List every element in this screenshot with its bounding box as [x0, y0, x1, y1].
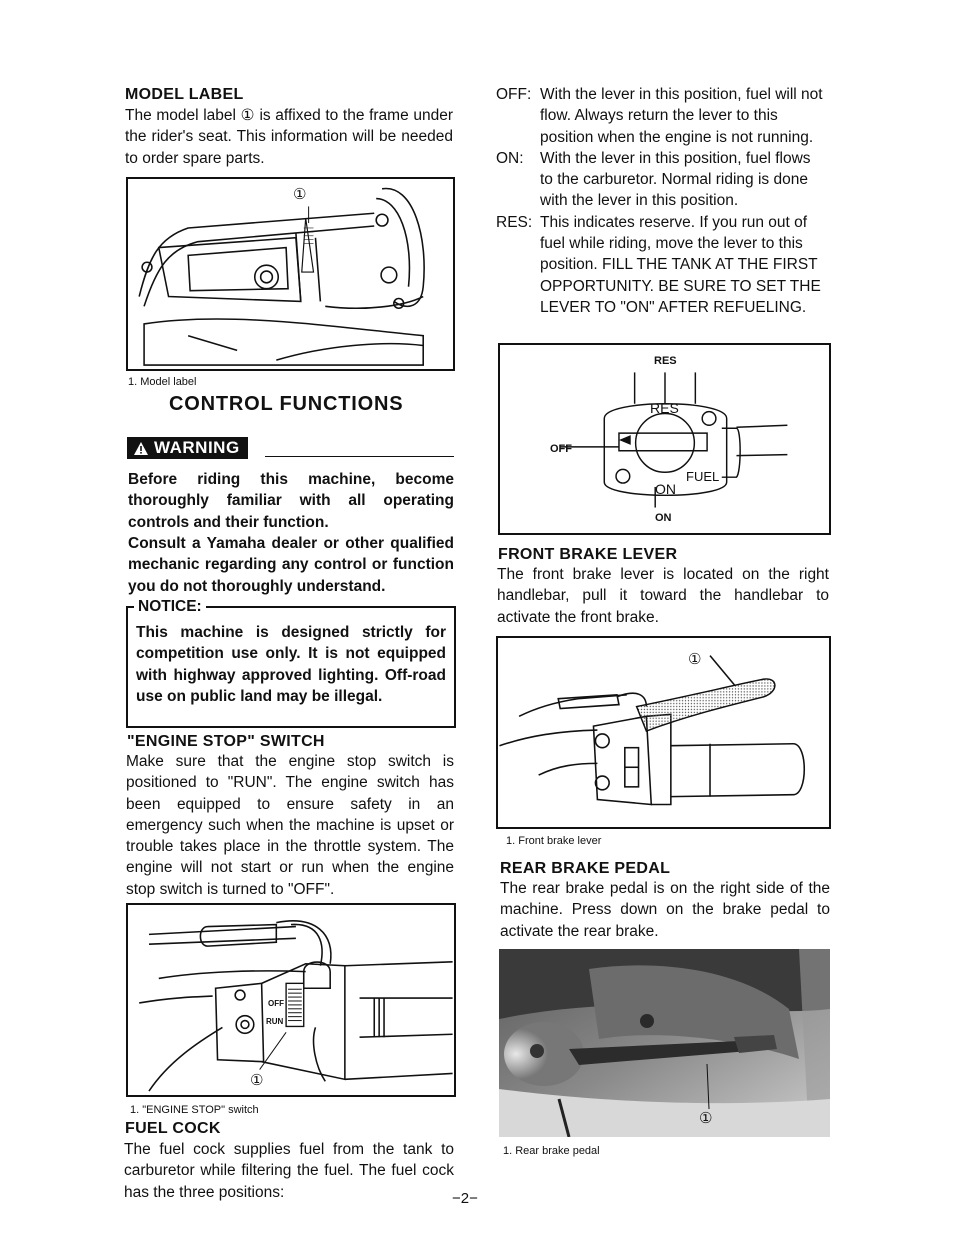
rear-brake-caption: 1. Rear brake pedal — [503, 1145, 600, 1157]
control-functions-title: CONTROL FUNCTIONS — [169, 393, 404, 415]
position-desc: With the lever in this position, fuel will not flow. Always return the lever to this position when the engine is not running. — [540, 86, 823, 146]
position-off — [496, 84, 826, 148]
model-label-caption: 1. Model label — [128, 376, 197, 388]
seat-frame-drawing — [128, 179, 453, 369]
switch-run-label: RUN — [266, 1017, 284, 1026]
fuel-label-off: OFF — [550, 443, 572, 455]
fuel-cock-figure — [498, 343, 831, 535]
warning-triangle-icon — [133, 441, 149, 456]
warning-text-1: Before riding this machine, become thoroughly familiar with all operating controls and their function. — [128, 471, 454, 531]
dial-res-text: RES — [650, 400, 679, 416]
position-desc: This indicates reserve. If you run out of fuel while riding, move the lever to this position. FILL THE TANK AT THE FIRST OPPORTUNITY. BE SURE TO SET THE LEVER TO "ON" AFTER REFUELING. — [540, 213, 821, 316]
engine-stop-figure — [126, 903, 456, 1097]
notice-text: This machine is designed strictly for competition use only. It is not equipped with highway approved lighting. Off-road use on public land may be illegal. — [136, 624, 446, 705]
position-term: RES: — [496, 213, 533, 231]
engine-stop-text: Make sure that the engine stop switch is positioned to "RUN". The engine switch has been equipped to ensure safety in an emergency such when the machine is upset or trouble takes place in the throttle system. The engine will not start or run when the engine stop switch is turned to "OFF". — [126, 753, 454, 898]
position-desc: With the lever in this position, fuel flows to the carburetor. Normal riding is done with the lever in this position. — [540, 149, 811, 210]
page-number: −2− — [452, 1190, 478, 1207]
engine-stop-callout: ① — [250, 1072, 264, 1089]
model-label-text: The model label ① is affixed to the frame under the rider's seat. This information will be needed to order spare parts. — [125, 107, 453, 167]
warning-text-2: Consult a Yamaha dealer or other qualified mechanic regarding any control or function you do not thoroughly understand. — [128, 535, 454, 595]
warning-badge — [127, 437, 248, 459]
fuel-cock-text: The fuel cock supplies fuel from the tank to carburetor while filtering the fuel. The fuel cock has the three positions: — [124, 1141, 454, 1201]
model-label-heading: MODEL LABEL — [125, 86, 244, 103]
fuel-label-on-bottom: ON — [655, 512, 672, 524]
notice-box — [126, 598, 456, 728]
notice-label: NOTICE: — [134, 598, 206, 616]
position-on — [496, 148, 826, 212]
fuel-cock-positions — [496, 84, 826, 318]
position-res — [496, 212, 826, 318]
rear-brake-text: The rear brake pedal is on the right side of the machine. Press down on the brake pedal to activate the rear brake. — [500, 880, 830, 940]
dial-on-text: ON — [655, 481, 676, 497]
rear-brake-heading: REAR BRAKE PEDAL — [500, 860, 671, 877]
front-brake-lever-drawing — [498, 638, 829, 827]
rear-brake-photo — [499, 949, 830, 1137]
fuel-cock-heading: FUEL COCK — [125, 1120, 221, 1137]
warning-rule — [265, 456, 454, 457]
engine-stop-heading: "ENGINE STOP" SWITCH — [127, 733, 325, 750]
model-label-callout: ① — [293, 186, 307, 203]
warning-label: WARNING — [154, 438, 240, 457]
front-brake-caption: 1. Front brake lever — [506, 835, 602, 847]
front-brake-figure — [496, 636, 831, 829]
fuel-label-res-top: RES — [654, 355, 677, 367]
switch-off-label: OFF — [268, 999, 284, 1008]
fuel-cock-drawing — [500, 345, 829, 533]
engine-stop-caption: 1. "ENGINE STOP" switch — [130, 1104, 259, 1116]
position-term: ON: — [496, 149, 524, 167]
rear-brake-callout: ① — [699, 1110, 713, 1127]
front-brake-callout: ① — [688, 651, 702, 668]
front-brake-text: The front brake lever is located on the right handlebar, pull it toward the handlebar to activate the front brake. — [497, 566, 829, 626]
model-label-figure — [126, 177, 455, 371]
front-brake-heading: FRONT BRAKE LEVER — [498, 546, 678, 563]
rear-brake-pedal-image — [499, 949, 830, 1137]
engine-stop-switch-drawing — [128, 905, 454, 1095]
dial-fuel-text: FUEL — [686, 469, 720, 484]
position-term: OFF: — [496, 86, 532, 103]
